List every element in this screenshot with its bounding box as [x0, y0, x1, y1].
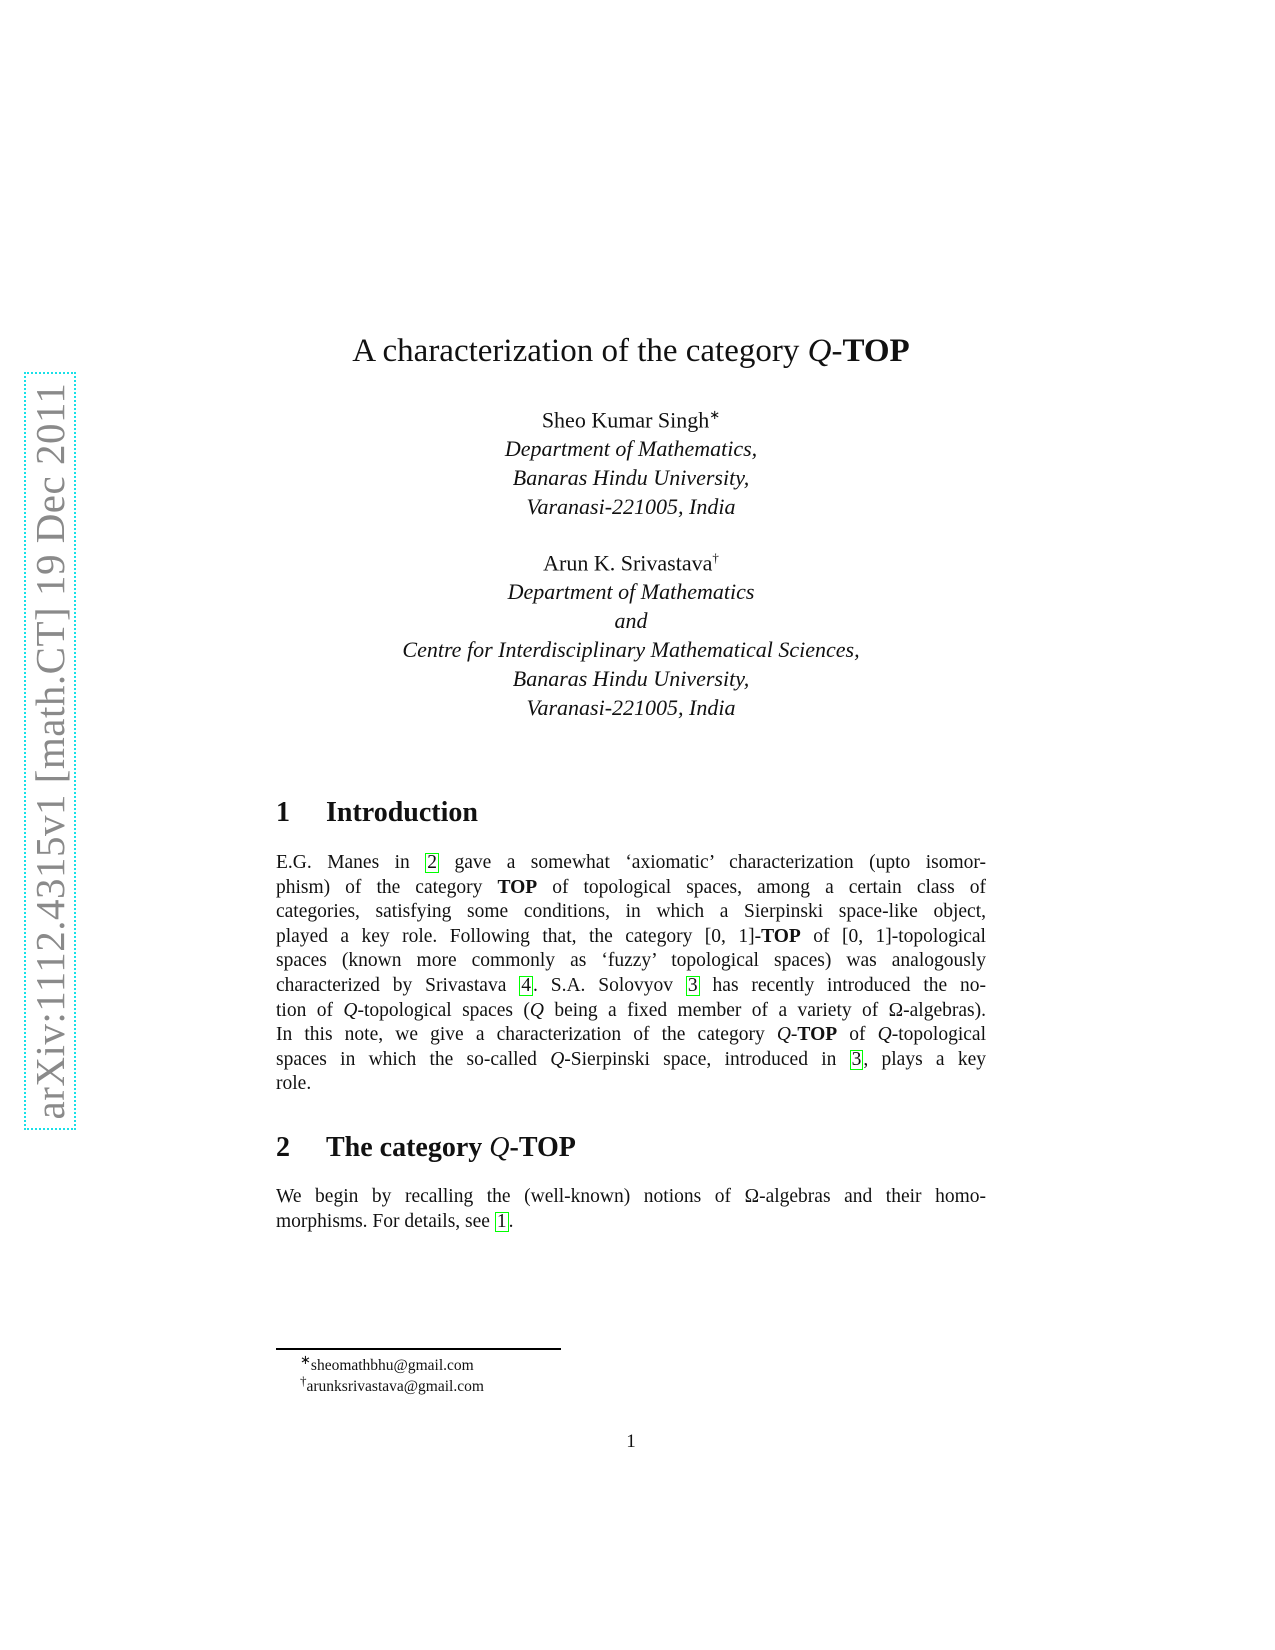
author-name-text: Arun K. Srivastava: [543, 550, 713, 576]
text-line: [276, 925, 986, 950]
footnote-email: sheomathbhu@gmail.com: [310, 1357, 474, 1375]
text-run: being a fixed member of a variety of Ω-algebras).: [543, 999, 986, 1021]
affiliation-line: Centre for Interdisciplinary Mathematical Sciences,: [402, 637, 860, 663]
text-run: phism) of the category: [276, 876, 498, 898]
text-run: of [0, 1]-topological: [800, 925, 986, 947]
bold-term: TOP: [797, 1024, 838, 1046]
text-run: Introduction: [326, 797, 478, 828]
text-line: [276, 876, 986, 901]
title-q: Q: [807, 333, 832, 369]
text-line: [276, 900, 986, 925]
text-run: spaces (known more commonly as ‘fuzzy’ topological spaces) was analogously: [276, 950, 986, 972]
text-run: -Sierpinski space, introduced in: [564, 1048, 850, 1070]
text-run: The category: [326, 1132, 490, 1163]
affiliation-line: Varanasi-221005, India: [526, 494, 736, 520]
section-heading-2: [276, 1132, 576, 1164]
math-symbol: Q: [550, 1048, 565, 1070]
text-run: played a key role. Following that, the category [0, 1]-: [276, 925, 762, 947]
math-symbol: Q: [877, 1024, 892, 1046]
text-run: E.G. Manes in: [276, 852, 426, 873]
text-line: [276, 1048, 986, 1073]
arxiv-stamp-text: arXiv:1112.4315v1 [math.CT] 19 Dec 2011: [27, 382, 73, 1120]
affiliation-line: Department of Mathematics: [507, 579, 755, 605]
text-line: [276, 851, 986, 876]
affiliation-line: Department of Mathematics,: [504, 436, 758, 462]
author-block-1: [0, 400, 1262, 521]
affiliation-line: and: [614, 608, 648, 634]
author-name-text: Sheo Kumar Singh: [541, 407, 710, 433]
footnote-rule: [276, 1348, 561, 1350]
text-run: -TOP: [509, 1132, 576, 1163]
text-run: -topological: [891, 1024, 986, 1046]
text-run: categories, satisfying some conditions, in which a Sierpinski space-like object,: [276, 901, 986, 923]
text-run: gave a somewhat ‘axiomatic’ characterization (upto isomor-: [439, 852, 987, 873]
footnote-mark: †: [300, 1373, 307, 1388]
text-run: -topological spaces (: [357, 999, 530, 1021]
section-title: [326, 1132, 576, 1163]
section-heading-1: [276, 797, 478, 829]
citation-link[interactable]: 1: [496, 1210, 507, 1232]
text-line: [276, 1072, 986, 1097]
text-run: tion of: [276, 999, 344, 1021]
footnote-mark: ∗: [709, 407, 721, 422]
text-run: , plays a key: [863, 1048, 986, 1070]
title-dash: -: [831, 333, 843, 369]
text-run: .: [508, 1210, 514, 1232]
footnote-1: [300, 1352, 474, 1375]
text-run: -: [790, 1024, 798, 1046]
section-title: [326, 797, 478, 828]
math-symbol: Q: [776, 1024, 791, 1046]
author-name: [0, 400, 1262, 434]
text-line: [276, 1185, 986, 1210]
text-run: characterized by Srivastava: [276, 974, 520, 996]
title-top: TOP: [842, 333, 910, 369]
author-name: [0, 543, 1262, 577]
text-run: We begin by recalling the (well-known) notions of Ω-algebras and their homo-: [276, 1186, 986, 1207]
section-1-paragraph: [276, 851, 986, 1097]
text-run: has recently introduced the no-: [699, 974, 986, 996]
paper-title: [0, 333, 1262, 370]
footnote-mark: †: [712, 550, 719, 565]
citation-link[interactable]: 2: [427, 852, 437, 873]
text-line: [276, 999, 986, 1024]
text-run: spaces in which the so-called: [276, 1048, 551, 1070]
section-number: 1: [276, 797, 290, 828]
footnote-mark: ∗: [300, 1352, 311, 1367]
text-line: [276, 949, 986, 974]
section-number: 2: [276, 1132, 290, 1163]
math-symbol: Q: [489, 1132, 510, 1163]
citation-link[interactable]: 3: [687, 974, 698, 996]
text-run: role.: [276, 1073, 312, 1095]
text-line: [276, 1023, 986, 1048]
page-number: 1: [626, 1431, 636, 1452]
text-line: [276, 974, 986, 999]
author-block-2: [0, 543, 1262, 722]
citation-link[interactable]: 4: [521, 974, 531, 996]
affiliation-line: Banaras Hindu University,: [512, 666, 750, 692]
affiliation-line: Varanasi-221005, India: [526, 695, 736, 721]
bold-term: TOP: [497, 876, 538, 898]
citation-link[interactable]: 3: [851, 1048, 862, 1070]
text-run: of topological spaces, among a certain class of: [537, 876, 986, 898]
math-symbol: Q: [343, 999, 358, 1021]
text-run: of: [837, 1024, 878, 1046]
affiliation-line: Banaras Hindu University,: [512, 465, 750, 491]
title-text: A characterization of the category: [352, 333, 808, 369]
section-2-paragraph: [276, 1185, 986, 1234]
bold-term: TOP: [761, 925, 801, 947]
text-line: [276, 1210, 986, 1235]
footnote-email: arunksrivastava@gmail.com: [306, 1378, 484, 1396]
math-symbol: Q: [529, 999, 544, 1021]
footnote-2: [300, 1373, 484, 1396]
text-run: In this note, we give a characterization of the category: [276, 1024, 777, 1046]
text-run: morphisms. For details, see: [276, 1210, 495, 1232]
text-run: . S.A. Solovyov: [533, 974, 686, 996]
